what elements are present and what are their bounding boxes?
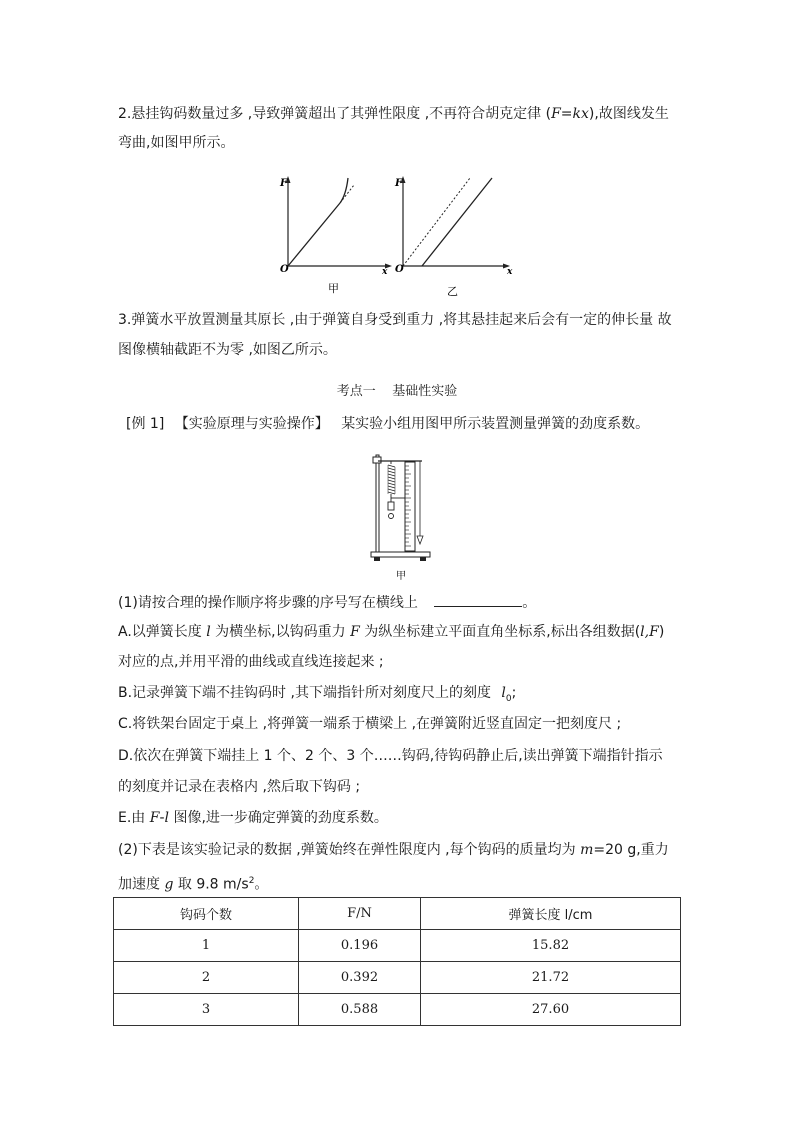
q2-line1: [118, 840, 669, 860]
step-b-line: [118, 683, 516, 709]
graph-yi: [394, 176, 513, 277]
step-a-line1: [118, 622, 664, 642]
stand-base: [371, 552, 430, 557]
data-table: [113, 897, 681, 1026]
section-heading: 考点一 基础性实验: [336, 384, 458, 399]
q1-text: (1)请按合理的操作顺序将步骤的序号写在横线上: [118, 595, 418, 611]
cell-force: 0.196: [299, 930, 421, 962]
dashed-right: [403, 178, 470, 266]
apparatus-caption: 甲: [396, 571, 406, 582]
header-length: 弹簧长度 l/cm: [421, 898, 681, 930]
origin-left: O: [280, 264, 289, 275]
answer-blank[interactable]: [434, 592, 522, 607]
para2-line2: 弯曲,如图甲所示。: [118, 135, 235, 151]
step-e-b: 图像,进一步确定弹簧的劲度系数。: [169, 810, 388, 826]
cell-length: 21.72: [421, 962, 681, 994]
table-header-row: [114, 898, 681, 930]
step-b-end: ;: [511, 685, 517, 701]
step-a-line2: 对应的点,并用平滑的曲线或直线连接起来 ;: [118, 654, 384, 670]
q2-line2: [118, 871, 268, 895]
q2-l2b: 取 9.8 m/s: [173, 876, 249, 893]
cell-force: 0.392: [299, 962, 421, 994]
cell-count: 3: [114, 994, 299, 1026]
force-extension-graphs: [270, 168, 530, 298]
step-e-a: E.由: [118, 810, 150, 826]
step-b-a: B.记录弹簧下端不挂钩码时 ,其下端指针所对刻度尺上的刻度: [118, 685, 496, 701]
example-topic: 【实验原理与实验操作】: [174, 416, 329, 432]
q2-g: g: [164, 876, 174, 893]
para2-text-b: ),故图线发生: [588, 106, 669, 122]
step-e-line: [118, 808, 388, 828]
step-e-dash: -: [159, 810, 165, 826]
ruler: [405, 462, 415, 551]
table-row: [114, 994, 681, 1026]
step-c-line: C.将铁架台固定于桌上 ,将弹簧一端系于横梁上 ,在弹簧附近竖直固定一把刻度尺 ;: [118, 716, 622, 732]
table-row: [114, 930, 681, 962]
example-text: 某实验小组用图甲所示装置测量弹簧的劲度系数。: [341, 416, 650, 432]
line-left: [288, 203, 340, 266]
line-right: [422, 178, 492, 266]
para3-line2: 图像横轴截距不为零 ,如图乙所示。: [118, 342, 337, 358]
example-tag: [例 1]: [126, 416, 165, 432]
step-b-sub: 0: [505, 693, 512, 704]
step-a-c: 为纵坐标建立平面直角坐标系,标出各组数据(: [359, 624, 641, 640]
f-label-right: F: [395, 178, 403, 189]
header-count: 钩码个数: [114, 898, 299, 930]
plumb-bob: [417, 536, 423, 544]
step-a-d: ): [658, 624, 665, 640]
step-a-b: 为横坐标,以钩码重力: [210, 624, 351, 640]
graph-jia: [279, 176, 392, 277]
hooke-formula: F=kx: [551, 106, 589, 122]
cell-count: 1: [114, 930, 299, 962]
para2-text-a: 2.悬挂钩码数量过多 ,导致弹簧超出了其弹性限度 ,不再符合胡克定律 (: [118, 106, 552, 122]
caption-yi: 乙: [447, 285, 458, 298]
q2-a: (2)下表是该实验记录的数据 ,弹簧始终在弹性限度内 ,每个钩码的质量均为: [118, 842, 581, 858]
example-1-line: [126, 414, 649, 434]
spring: [388, 461, 395, 494]
q2-b: =20 g,重力: [593, 842, 669, 858]
stand-pole: [376, 455, 379, 552]
step-a-l: l: [206, 624, 211, 640]
cell-count: 2: [114, 962, 299, 994]
table-row: [114, 962, 681, 994]
step-e-F: F: [149, 810, 160, 826]
caption-jia: 甲: [328, 282, 339, 295]
para3-line1: 3.弹簧水平放置测量其原长 ,由于弹簧自身受到重力 ,将其悬挂起来后会有一定的伸长量 故: [118, 312, 672, 328]
step-a-F: F: [350, 624, 360, 640]
cell-length: 27.60: [421, 994, 681, 1026]
step-a-lF: l,F: [640, 624, 659, 640]
q1-end: 。: [522, 595, 537, 611]
cell-length: 15.82: [421, 930, 681, 962]
x-label-right: x: [507, 267, 513, 277]
step-d-line2: 的刻度并记录在表格内 ,然后取下钩码 ;: [118, 779, 361, 795]
weight: [388, 502, 394, 510]
curve-left: [340, 178, 348, 203]
step-b-l: l: [501, 685, 506, 701]
q2-l2a: 加速度: [118, 876, 165, 893]
header-force: F/N: [299, 898, 421, 930]
para2-line1: [118, 104, 669, 124]
x-label-left: x: [382, 267, 388, 277]
q2-m: m: [580, 842, 594, 858]
step-e-l: l: [164, 810, 170, 826]
f-label-left: F: [280, 178, 288, 189]
spring-apparatus-figure: [362, 450, 438, 586]
q1-line: [118, 592, 536, 613]
cell-force: 0.588: [299, 994, 421, 1026]
q2-l2c: 。: [254, 876, 269, 893]
step-a-a: A.以弹簧长度: [118, 624, 207, 640]
origin-right: O: [395, 264, 404, 275]
step-d-line1: D.依次在弹簧下端挂上 1 个、2 个、3 个……钩码,待钩码静止后,读出弹簧下端指针指示: [118, 748, 663, 764]
q2-sup: 2: [248, 876, 255, 886]
